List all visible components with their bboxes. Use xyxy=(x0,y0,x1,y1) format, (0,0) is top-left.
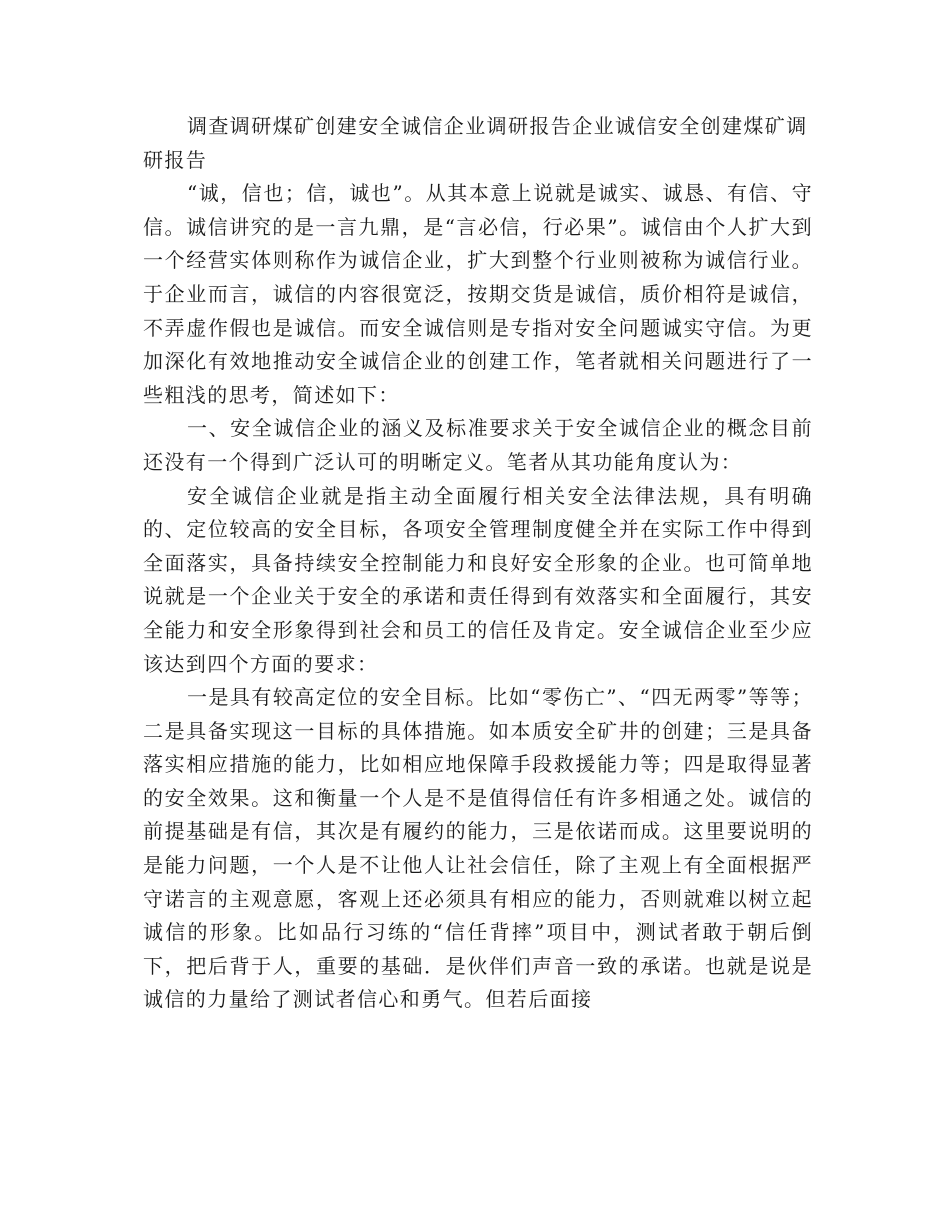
paragraph-4: 一是具有较高定位的安全目标。比如“零伤亡”、“四无两零”等等；二是具备实现这一目标的具体措施。如本质安全矿井的创建；三是具备落实相应措施的能力，比如相应地保障手段救援能力等；四是取得显著的安全效果。这和衡量一个人是不是值得信任有许多相通之处。诚信的前提基础是有信，其次是有履约的能力，三是依诺而成。这里要说明的是能力问题，一个人是不让他人让社会信任，除了主观上有全面根据严守诺言的主观意愿，客观上还必须具有相应的能力，否则就难以树立起诚信的形象。比如品行习练的“信任背摔”项目中，测试者敢于朝后倒下，把后背于人，重要的基础．是伙伴们声音一致的承诺。也就是说是诚信的力量给了测试者信心和勇气。但若后面接 xyxy=(143,685,813,1012)
document-title: 调查调研煤矿创建安全诚信企业调研报告企业诚信安全创建煤矿调研报告 xyxy=(143,114,808,172)
document-page xyxy=(143,110,813,1017)
paragraph-2: 一、安全诚信企业的涵义及标准要求关于安全诚信企业的概念目前还没有一个得到广泛认可的明晰定义。笔者从其功能角度认为： xyxy=(143,416,813,474)
paragraph-1: “诚，信也；信，诚也”。从其本意上说就是诚实、诚恳、有信、守信。诚信讲究的是一言九鼎，是“言必信，行必果”。诚信由个人扩大到一个经营实体则称作为诚信企业，扩大到整个行业则被称为诚信行业。于企业而言，诚信的内容很宽泛，按期交货是诚信，质价相符是诚信，不弄虚作假也是诚信。而安全诚信则是专指对安全问题诚实守信。为更加深化有效地推动安全诚信企业的创建工作，笔者就相关问题进行了一些粗浅的思考，简述如下： xyxy=(143,181,813,407)
paragraph-3: 安全诚信企业就是指主动全面履行相关安全法律法规，具有明确的、定位较高的安全目标，各项安全管理制度健全并在实际工作中得到全面落实，具备持续安全控制能力和良好安全形象的企业。也可简单地说就是一个企业关于安全的承诺和责任得到有效落实和全面履行，其安全能力和安全形象得到社会和员工的信任及肯定。安全诚信企业至少应该达到四个方面的要求： xyxy=(143,483,813,676)
